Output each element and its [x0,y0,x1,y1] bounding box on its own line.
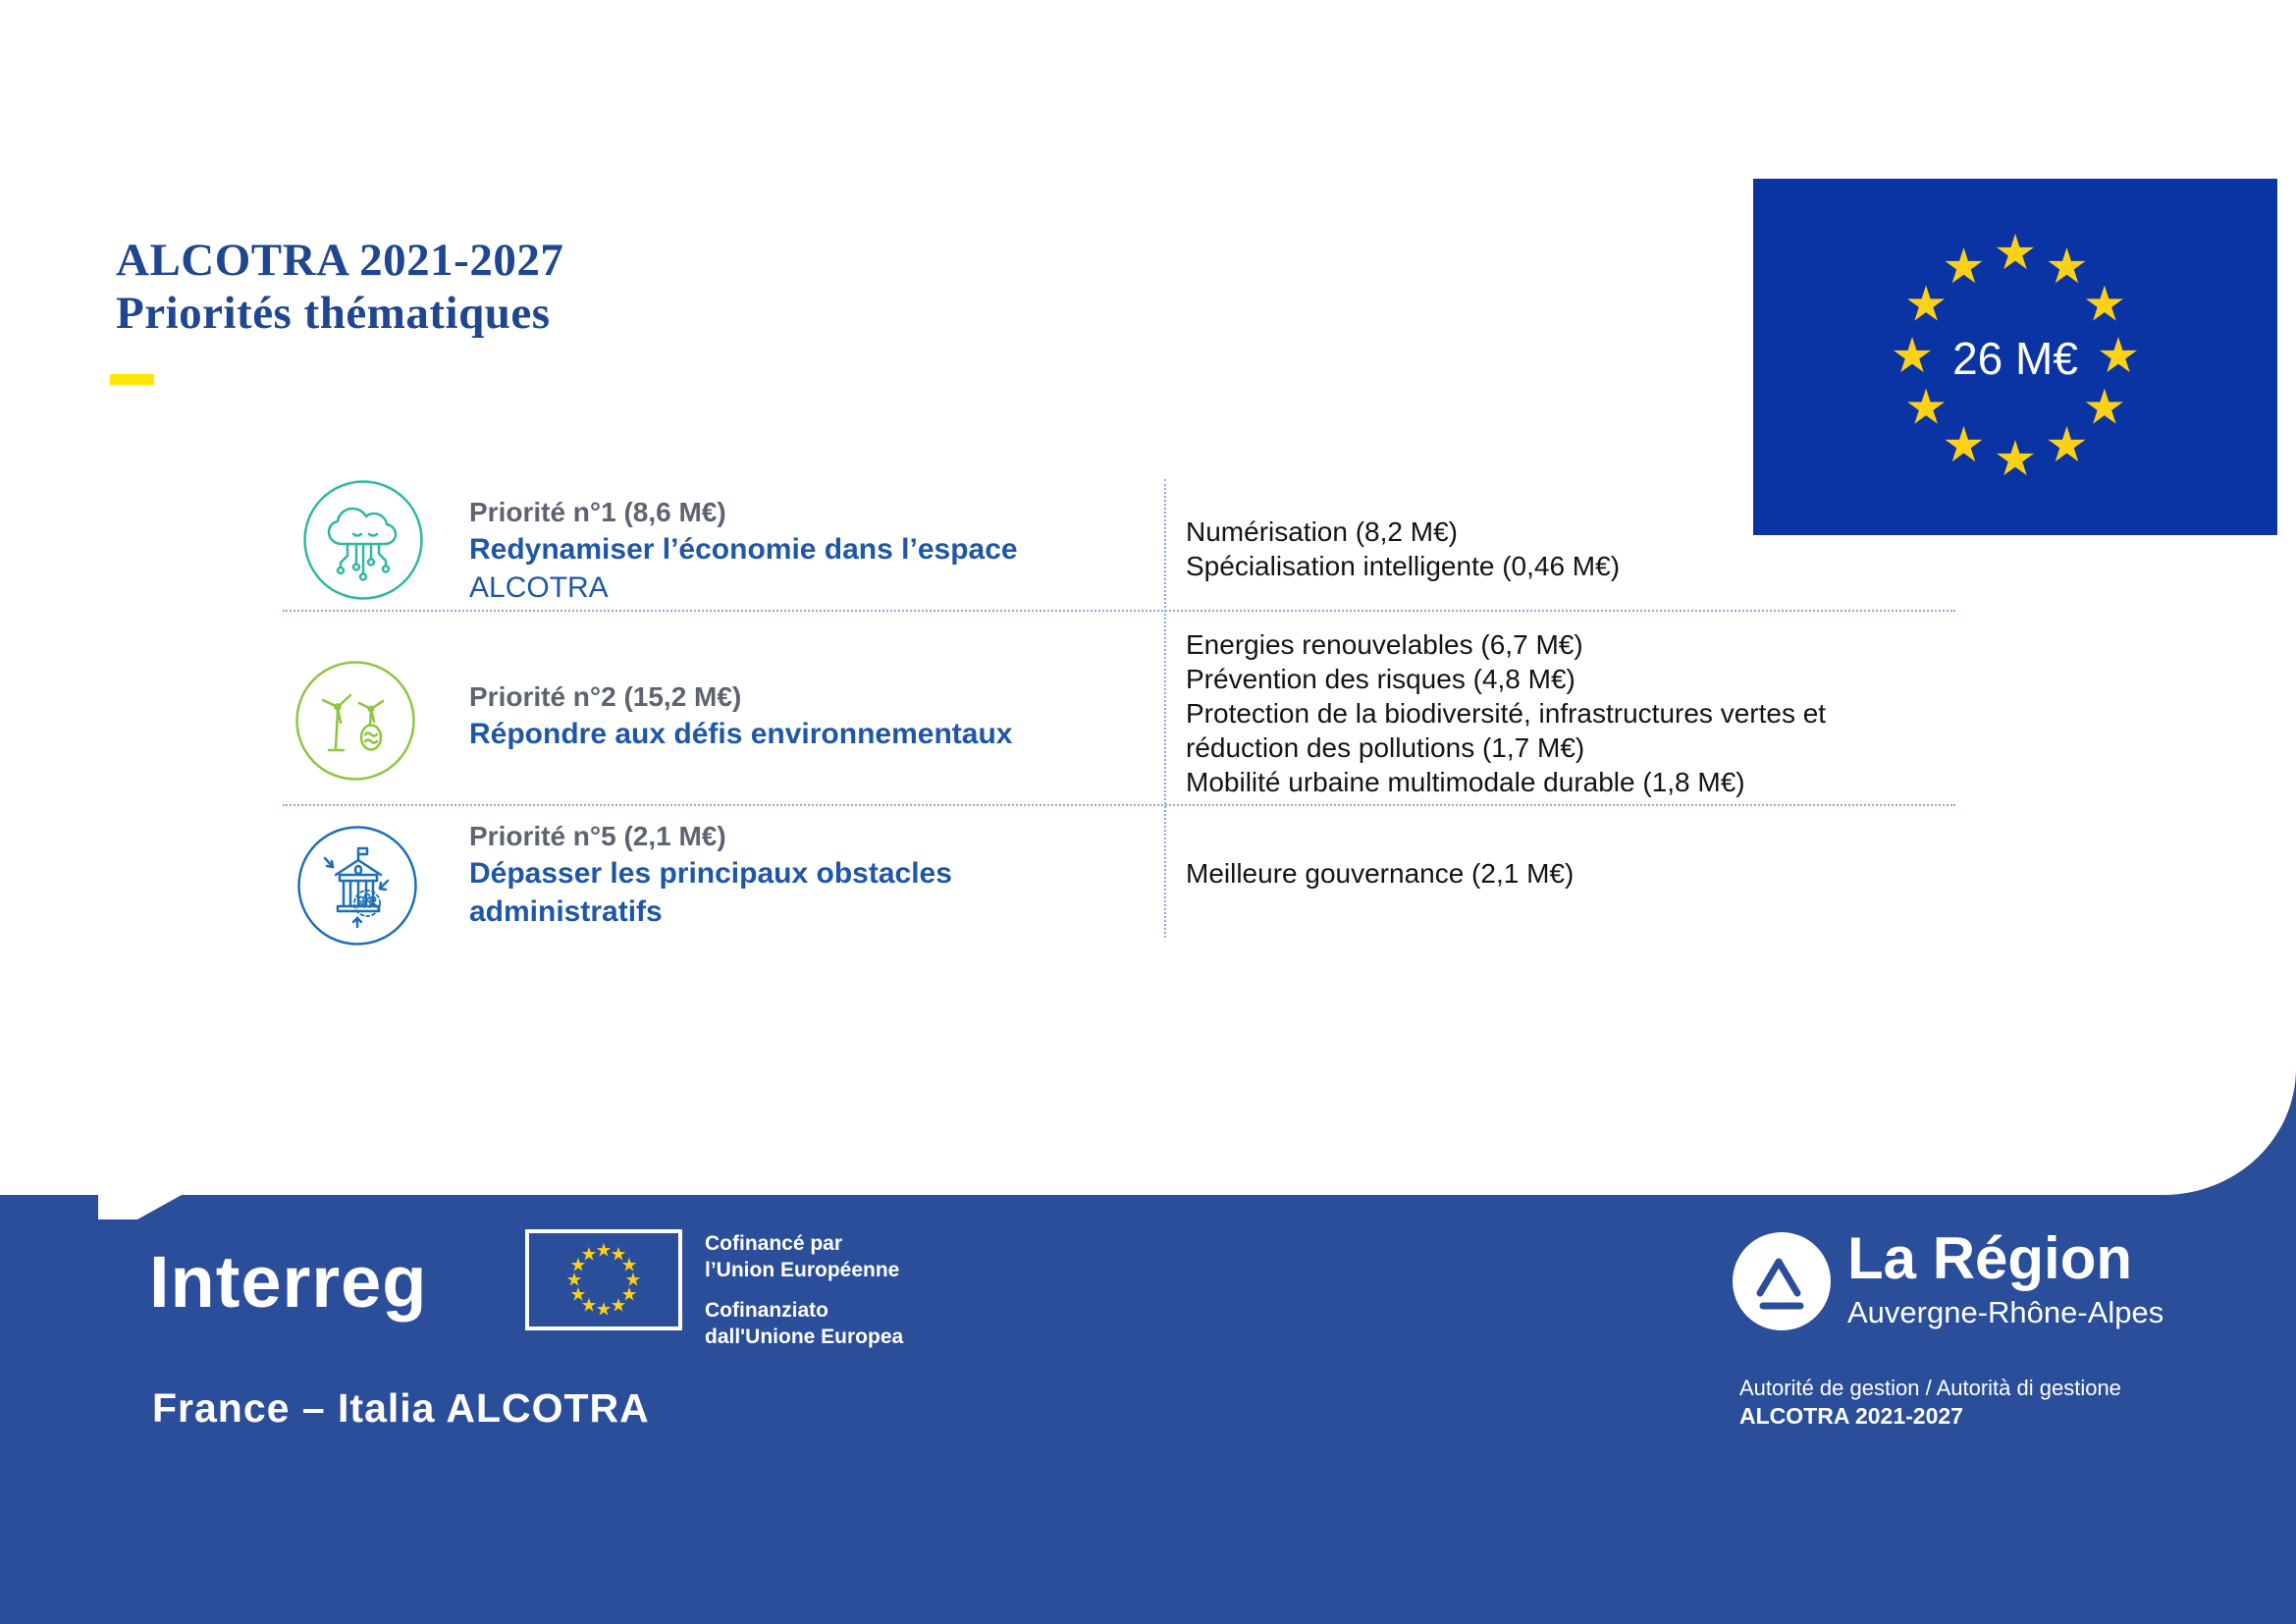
authority-text: Autorité de gestion / Autorità di gestione [1739,1376,2121,1400]
page-title [116,234,563,340]
total-budget-value: 26 M€ [1952,333,2078,384]
cofinance-fr-line1: Cofinancé par [705,1232,843,1255]
priority-1-title: Redynamiser l’économie dans l’espace [469,533,1018,566]
row-separator [283,804,1955,806]
priority-5-label: Priorité n°5 (2,1 M€) [469,821,726,851]
footer [0,1195,2296,1624]
region-name: La Région [1847,1225,2133,1291]
interreg-brand-notch [98,1195,182,1219]
cofinance-it-line2: dall'Unione Europea [705,1326,904,1348]
footer-corner-fill [2163,1068,2296,1195]
footer-corner-curve [2163,1068,2296,1195]
priority-1-row [469,495,1078,607]
region-mountain-logo-icon [1733,1232,1831,1330]
title-accent-dash [110,374,154,385]
detail-line: Numérisation (8,2 M€) [1186,516,1458,547]
detail-line: Energies renouvelables (6,7 M€) [1186,629,1583,660]
priority-5-row [469,819,1039,931]
cloud-network-icon [302,479,424,601]
authority-program: ALCOTRA 2021-2027 [1739,1403,1963,1429]
column-separator [1164,479,1166,938]
region-subtitle: Auvergne-Rhône-Alpes [1847,1295,2164,1329]
cofinance-text [705,1230,903,1350]
priority-5-details [1186,856,1932,891]
page-title-line1: ALCOTRA 2021-2027 [116,235,564,286]
priority-2-title: Répondre aux défis environnementaux [469,718,1013,750]
priority-2-row [469,679,1156,753]
eu-flag-icon [525,1229,682,1330]
priority-2-label: Priorité n°2 (15,2 M€) [469,681,742,712]
program-name: France – Italia ALCOTRA [152,1385,650,1431]
row-separator [283,610,1955,612]
page-title-line2: Priorités thématiques [116,288,551,339]
detail-line: Prévention des risques (4,8 M€) [1186,664,1575,694]
wind-turbine-icon [294,660,416,782]
detail-line: Mobilité urbaine multimodale durable (1,8 M€) [1186,767,1745,797]
cofinance-fr-line2: l’Union Européenne [705,1259,900,1281]
detail-line: Protection de la biodiversité, infrastructures vertes et réduction des pollutions (1,7 M€) [1186,698,1827,763]
detail-line: Spécialisation intelligente (0,46 M€) [1186,551,1621,581]
interreg-wordmark: Interreg [149,1241,428,1323]
priority-1-details [1186,514,1932,583]
detail-line: Meilleure gouvernance (2,1 M€) [1186,858,1575,889]
priority-1-title-suffix: ALCOTRA [469,571,609,604]
priority-5-title: Dépasser les principaux obstacles administratifs [469,857,952,928]
cofinance-it-line1: Cofinanziato [705,1299,828,1322]
priority-1-label: Priorité n°1 (8,6 M€) [469,497,726,527]
administration-building-icon [296,825,418,947]
priority-2-details [1186,627,1917,799]
eu-flag-total-budget [1753,179,2277,535]
